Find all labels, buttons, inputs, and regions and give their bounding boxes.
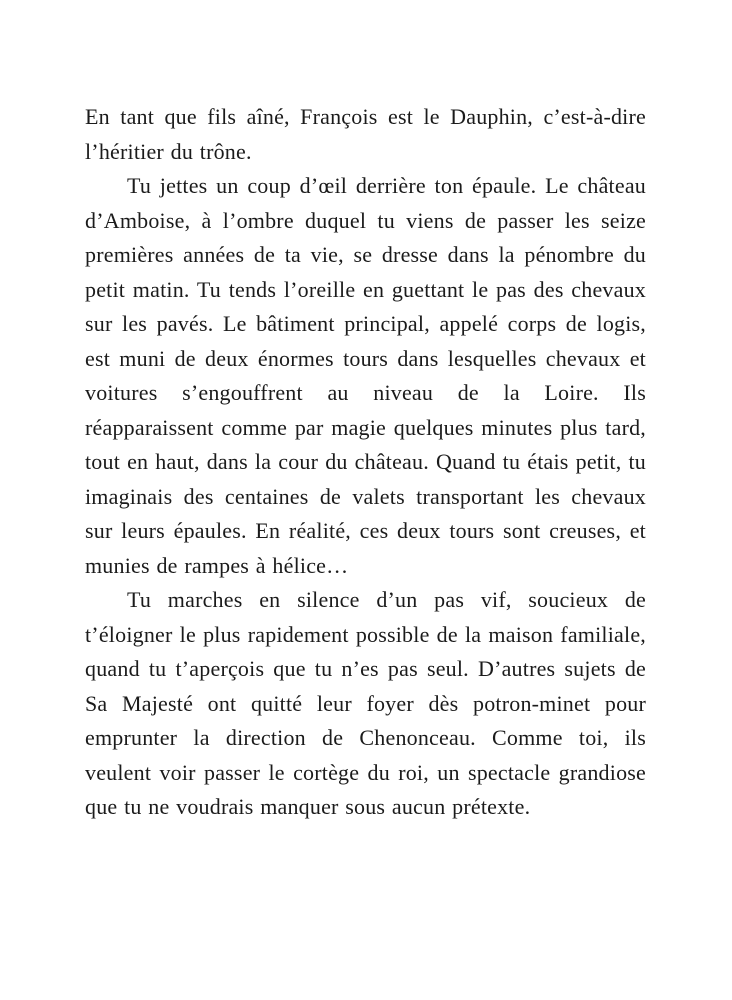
paragraph-chateau: Tu jettes un coup d’œil derrière ton épaule. Le château d’Amboise, à l’ombre duquel tu viens de passer les seize premières années de ta vie, se dresse dans la pénombre du petit matin. Tu tends l’oreille en guettant le pas des chevaux sur les pavés. Le bâtiment principal, appelé corps de logis, est muni de deux énormes tours dans lesquelles chevaux et voitures s’engouffrent au niveau de la Loire. Ils réapparaissent comme par magie quelques minutes plus tard, tout en haut, dans la cour du château. Quand tu étais petit, tu imaginais des centaines de valets transportant les chevaux sur leurs épaules. En réalité, ces deux tours sont creuses, et munies de rampes à hélice… [85,173,646,578]
paragraph-opening: En tant que fils aîné, François est le Dauphin, c’est-à-dire l’héritier du trône. [85,104,646,164]
paragraph-marche: Tu marches en silence d’un pas vif, soucieux de t’éloigner le plus rapidement possible de la maison familiale, quand tu t’aperçois que tu n’es pas seul. D’autres sujets de Sa Majesté ont quitté leur foyer dès potron-minet pour emprunter la direction de Chenonceau. Comme toi, ils veulent voir passer le cortège du roi, un spectacle grandiose que tu ne voudrais manquer sous aucun prétexte. [85,587,646,819]
body-text [85,100,646,825]
